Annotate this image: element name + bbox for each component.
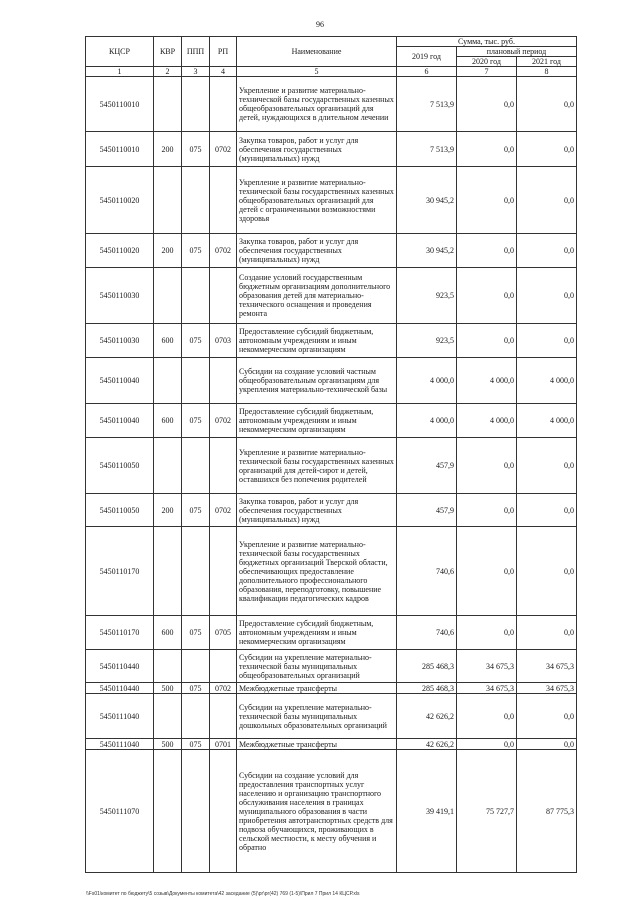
row-value-2021: 0,0 bbox=[517, 234, 577, 268]
row-name: Межбюджетные трансферты bbox=[237, 683, 397, 694]
row-value-2021: 4 000,0 bbox=[517, 358, 577, 404]
row-kvr bbox=[154, 77, 182, 132]
row-name: Предоставление субсидий бюджетным, автономным учреждениям и иным некоммерческим организациям bbox=[237, 404, 397, 438]
row-value-2021: 0,0 bbox=[517, 527, 577, 616]
row-value-2020: 0,0 bbox=[457, 694, 517, 739]
row-value-2019: 923,5 bbox=[397, 268, 457, 324]
row-rp bbox=[210, 438, 237, 494]
row-ppp bbox=[182, 167, 210, 234]
col-number-3: 3 bbox=[182, 67, 210, 77]
row-kcsr: 5450111040 bbox=[86, 694, 154, 739]
row-name: Субсидии на создание условий для предоставления транспортных услуг населению и организацию транспортного обслуживания населения в границах муниципального образования в части приобретения автотранспортных средств для подвоза обучающихся, проживающих в сельской местности, к месту обучения и обратно bbox=[237, 750, 397, 873]
table-row bbox=[86, 750, 577, 873]
table-row bbox=[86, 650, 577, 683]
table-row bbox=[86, 739, 577, 750]
budget-table bbox=[85, 36, 577, 873]
table-row bbox=[86, 683, 577, 694]
row-name: Предоставление субсидий бюджетным, автономным учреждениям и иным некоммерческим организациям bbox=[237, 324, 397, 358]
row-value-2020: 0,0 bbox=[457, 438, 517, 494]
table-row bbox=[86, 694, 577, 739]
header-sum: Сумма, тыс. руб. bbox=[397, 37, 577, 47]
row-value-2020: 0,0 bbox=[457, 132, 517, 167]
row-rp bbox=[210, 268, 237, 324]
row-name: Предоставление субсидий бюджетным, автономным учреждениям и иным некоммерческим организациям bbox=[237, 616, 397, 650]
row-value-2020: 0,0 bbox=[457, 268, 517, 324]
row-value-2020: 0,0 bbox=[457, 527, 517, 616]
row-kvr bbox=[154, 650, 182, 683]
table-row bbox=[86, 324, 577, 358]
row-kvr bbox=[154, 358, 182, 404]
row-kcsr: 5450110040 bbox=[86, 404, 154, 438]
table-row bbox=[86, 404, 577, 438]
row-value-2020: 0,0 bbox=[457, 324, 517, 358]
table-row bbox=[86, 438, 577, 494]
row-kvr bbox=[154, 527, 182, 616]
row-name: Создание условий государственным бюджетным организациям дополнительного образования детей для материально-технического оснащения и проведения ремонта bbox=[237, 268, 397, 324]
row-value-2021: 0,0 bbox=[517, 132, 577, 167]
row-value-2019: 457,9 bbox=[397, 494, 457, 527]
row-value-2020: 34 675,3 bbox=[457, 650, 517, 683]
header-rp: РП bbox=[210, 37, 237, 67]
table-row bbox=[86, 268, 577, 324]
row-kcsr: 5450111070 bbox=[86, 750, 154, 873]
row-value-2021: 0,0 bbox=[517, 77, 577, 132]
row-rp: 0702 bbox=[210, 494, 237, 527]
row-kvr: 200 bbox=[154, 494, 182, 527]
row-value-2021: 0,0 bbox=[517, 739, 577, 750]
row-kcsr: 5450110010 bbox=[86, 77, 154, 132]
row-rp bbox=[210, 650, 237, 683]
row-kcsr: 5450110050 bbox=[86, 494, 154, 527]
row-name: Укрепление и развитие материально-технической базы государственных казенных общеобразовательных организаций для детей, нуждающихся в длительном лечении bbox=[237, 77, 397, 132]
row-kvr: 500 bbox=[154, 739, 182, 750]
row-kcsr: 5450110050 bbox=[86, 438, 154, 494]
table-row bbox=[86, 494, 577, 527]
row-rp bbox=[210, 527, 237, 616]
row-kvr bbox=[154, 167, 182, 234]
row-value-2020: 0,0 bbox=[457, 77, 517, 132]
row-rp: 0703 bbox=[210, 324, 237, 358]
table-row bbox=[86, 616, 577, 650]
header-name: Наименование bbox=[237, 37, 397, 67]
row-rp: 0701 bbox=[210, 739, 237, 750]
row-kcsr: 5450110040 bbox=[86, 358, 154, 404]
row-ppp bbox=[182, 77, 210, 132]
row-rp bbox=[210, 167, 237, 234]
header-kcsr: КЦСР bbox=[86, 37, 154, 67]
row-rp bbox=[210, 694, 237, 739]
row-value-2021: 0,0 bbox=[517, 494, 577, 527]
row-value-2021: 0,0 bbox=[517, 324, 577, 358]
col-number-6: 6 bbox=[397, 67, 457, 77]
row-ppp: 075 bbox=[182, 404, 210, 438]
row-ppp: 075 bbox=[182, 132, 210, 167]
header-2021: 2021 год bbox=[517, 57, 577, 67]
row-kvr: 600 bbox=[154, 616, 182, 650]
row-name: Межбюджетные трансферты bbox=[237, 739, 397, 750]
row-rp bbox=[210, 750, 237, 873]
row-rp bbox=[210, 358, 237, 404]
row-kcsr: 5450110440 bbox=[86, 683, 154, 694]
row-value-2019: 30 945,2 bbox=[397, 167, 457, 234]
file-path-footer: \\Fs01\комитет по бюджету\5 созыв\Документы комитета\42 заседание (5)\рг\рг(42) 769 (1-5)\Прил 7 Прил 14 КЦСР.xls bbox=[86, 891, 360, 897]
table-row bbox=[86, 132, 577, 167]
row-value-2021: 34 675,3 bbox=[517, 683, 577, 694]
row-kcsr: 5450110170 bbox=[86, 616, 154, 650]
row-kcsr: 5450110030 bbox=[86, 324, 154, 358]
header-ppp: ППП bbox=[182, 37, 210, 67]
table-row bbox=[86, 527, 577, 616]
row-ppp: 075 bbox=[182, 739, 210, 750]
row-kvr bbox=[154, 750, 182, 873]
row-rp: 0705 bbox=[210, 616, 237, 650]
row-value-2019: 7 513,9 bbox=[397, 132, 457, 167]
row-value-2019: 42 626,2 bbox=[397, 739, 457, 750]
row-kcsr: 5450110030 bbox=[86, 268, 154, 324]
table-row bbox=[86, 167, 577, 234]
row-value-2021: 34 675,3 bbox=[517, 650, 577, 683]
row-ppp bbox=[182, 268, 210, 324]
row-kvr: 200 bbox=[154, 234, 182, 268]
row-ppp bbox=[182, 750, 210, 873]
row-kvr bbox=[154, 438, 182, 494]
row-value-2020: 0,0 bbox=[457, 616, 517, 650]
row-ppp bbox=[182, 358, 210, 404]
col-number-2: 2 bbox=[154, 67, 182, 77]
row-name: Субсидии на укрепление материально-технической базы муниципальных общеобразовательных организаций bbox=[237, 650, 397, 683]
row-value-2020: 4 000,0 bbox=[457, 404, 517, 438]
row-value-2019: 30 945,2 bbox=[397, 234, 457, 268]
col-number-7: 7 bbox=[457, 67, 517, 77]
table-body bbox=[86, 77, 577, 873]
row-ppp: 075 bbox=[182, 494, 210, 527]
row-ppp: 075 bbox=[182, 616, 210, 650]
row-value-2021: 0,0 bbox=[517, 438, 577, 494]
row-value-2020: 75 727,7 bbox=[457, 750, 517, 873]
row-kvr: 200 bbox=[154, 132, 182, 167]
col-number-5: 5 bbox=[237, 67, 397, 77]
row-ppp bbox=[182, 694, 210, 739]
page-number: 96 bbox=[316, 20, 324, 29]
row-name: Закупка товаров, работ и услуг для обеспечения государственных (муниципальных) нужд bbox=[237, 132, 397, 167]
row-kcsr: 5450110010 bbox=[86, 132, 154, 167]
row-ppp: 075 bbox=[182, 683, 210, 694]
row-value-2020: 0,0 bbox=[457, 167, 517, 234]
row-value-2019: 4 000,0 bbox=[397, 358, 457, 404]
row-kvr: 500 bbox=[154, 683, 182, 694]
col-number-1: 1 bbox=[86, 67, 154, 77]
row-value-2019: 4 000,0 bbox=[397, 404, 457, 438]
row-ppp: 075 bbox=[182, 234, 210, 268]
row-value-2021: 0,0 bbox=[517, 694, 577, 739]
row-rp bbox=[210, 77, 237, 132]
row-value-2020: 0,0 bbox=[457, 494, 517, 527]
row-value-2019: 923,5 bbox=[397, 324, 457, 358]
row-value-2019: 457,9 bbox=[397, 438, 457, 494]
row-value-2019: 39 419,1 bbox=[397, 750, 457, 873]
row-value-2020: 0,0 bbox=[457, 739, 517, 750]
row-value-2019: 740,6 bbox=[397, 527, 457, 616]
row-value-2020: 34 675,3 bbox=[457, 683, 517, 694]
row-name: Закупка товаров, работ и услуг для обеспечения государственных (муниципальных) нужд bbox=[237, 494, 397, 527]
row-value-2021: 0,0 bbox=[517, 616, 577, 650]
row-kvr: 600 bbox=[154, 324, 182, 358]
row-name: Укрепление и развитие материально-технической базы государственных бюджетных организаций Тверской области, обеспечивающих предоставление дополнительного профессионального образования, переподготовку, повышение квалификации педагогических кадров bbox=[237, 527, 397, 616]
col-number-4: 4 bbox=[210, 67, 237, 77]
row-ppp bbox=[182, 438, 210, 494]
row-kcsr: 5450110170 bbox=[86, 527, 154, 616]
row-ppp: 075 bbox=[182, 324, 210, 358]
col-number-8: 8 bbox=[517, 67, 577, 77]
row-kvr bbox=[154, 268, 182, 324]
row-name: Закупка товаров, работ и услуг для обеспечения государственных (муниципальных) нужд bbox=[237, 234, 397, 268]
row-kcsr: 5450110440 bbox=[86, 650, 154, 683]
row-value-2019: 285 468,3 bbox=[397, 683, 457, 694]
row-kcsr: 5450111040 bbox=[86, 739, 154, 750]
table-row bbox=[86, 234, 577, 268]
row-ppp bbox=[182, 527, 210, 616]
table-header bbox=[86, 37, 577, 77]
row-name: Субсидии на создание условий частным общеобразовательным организациям для укрепления материально-технической базы bbox=[237, 358, 397, 404]
row-value-2020: 0,0 bbox=[457, 234, 517, 268]
row-value-2020: 4 000,0 bbox=[457, 358, 517, 404]
row-value-2021: 87 775,3 bbox=[517, 750, 577, 873]
row-ppp bbox=[182, 650, 210, 683]
row-name: Субсидии на укрепление материально-технической базы муниципальных дошкольных образовательных организаций bbox=[237, 694, 397, 739]
row-rp: 0702 bbox=[210, 234, 237, 268]
row-value-2019: 42 626,2 bbox=[397, 694, 457, 739]
row-value-2021: 0,0 bbox=[517, 167, 577, 234]
row-value-2019: 285 468,3 bbox=[397, 650, 457, 683]
header-2019: 2019 год bbox=[397, 47, 457, 67]
row-kvr bbox=[154, 694, 182, 739]
header-kvr: КВР bbox=[154, 37, 182, 67]
row-rp: 0702 bbox=[210, 404, 237, 438]
row-rp: 0702 bbox=[210, 683, 237, 694]
row-name: Укрепление и развитие материально-технической базы государственных казенных общеобразовательных организаций для детей с ограниченными возможностями здоровья bbox=[237, 167, 397, 234]
row-name: Укрепление и развитие материально-технической базы государственных казенных организаций для детей-сирот и детей, оставшихся без попечения родителей bbox=[237, 438, 397, 494]
row-value-2021: 0,0 bbox=[517, 268, 577, 324]
row-value-2021: 4 000,0 bbox=[517, 404, 577, 438]
row-value-2019: 7 513,9 bbox=[397, 77, 457, 132]
header-plan-period: плановый период bbox=[457, 47, 577, 57]
row-value-2019: 740,6 bbox=[397, 616, 457, 650]
table-row bbox=[86, 77, 577, 132]
row-kvr: 600 bbox=[154, 404, 182, 438]
table-row bbox=[86, 358, 577, 404]
header-2020: 2020 год bbox=[457, 57, 517, 67]
row-kcsr: 5450110020 bbox=[86, 167, 154, 234]
row-rp: 0702 bbox=[210, 132, 237, 167]
row-kcsr: 5450110020 bbox=[86, 234, 154, 268]
